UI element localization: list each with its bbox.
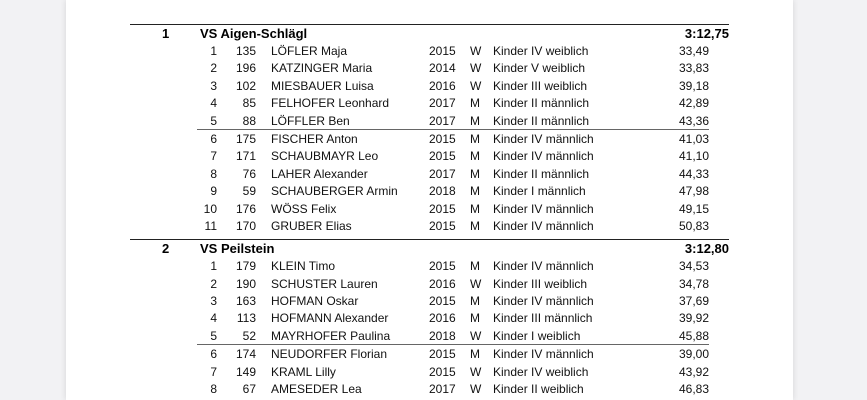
time-cell: 50,83: [678, 218, 709, 233]
birth-year-cell: 2016: [429, 276, 456, 291]
result-row: [197, 363, 709, 380]
time-cell: 45,88: [678, 328, 709, 343]
birth-year-cell: 2017: [429, 166, 456, 181]
category-cell: Kinder IV männlich: [493, 347, 594, 362]
athlete-name-cell: WÖSS Felix: [271, 201, 337, 216]
time-cell: 39,92: [678, 311, 709, 326]
gender-cell: W: [470, 61, 482, 76]
category-cell: Kinder II männlich: [493, 166, 590, 181]
result-row: [197, 59, 709, 76]
time-cell: 41,10: [678, 149, 709, 164]
result-row: [197, 182, 709, 199]
team-header: [130, 24, 729, 42]
birth-year-cell: 2018: [429, 328, 456, 343]
bib-cell: 135: [235, 44, 256, 58]
bib-cell: 149: [235, 364, 256, 379]
team-name: VS Aigen-Schlägl: [200, 26, 308, 41]
team-rank: 2: [162, 241, 170, 257]
athlete-name-cell: SCHAUBMAYR Leo: [271, 149, 379, 164]
category-cell: Kinder III weiblich: [493, 276, 588, 291]
time-cell: 33,49: [678, 44, 709, 58]
gender-cell: M: [470, 218, 480, 233]
category-cell: Kinder III weiblich: [493, 78, 588, 93]
athlete-name-cell: LÖFLER Maja: [271, 44, 348, 58]
category-cell: Kinder IV männlich: [493, 259, 594, 274]
result-row: [197, 94, 709, 111]
bib-cell: 163: [235, 294, 256, 309]
gender-cell: M: [470, 96, 480, 111]
bib-cell: 76: [242, 166, 256, 181]
time-cell: 34,53: [678, 259, 709, 274]
athlete-name-cell: GRUBER Elias: [271, 218, 352, 233]
bib-cell: 113: [236, 311, 256, 326]
position-cell: 11: [204, 218, 217, 233]
athlete-name-cell: KATZINGER Maria: [271, 61, 373, 76]
gender-cell: W: [470, 44, 482, 58]
gender-cell: M: [470, 131, 480, 146]
time-cell: 46,83: [678, 382, 709, 397]
category-cell: Kinder II weiblich: [493, 382, 584, 397]
category-cell: Kinder IV männlich: [493, 218, 594, 233]
bib-cell: 179: [235, 259, 256, 274]
birth-year-cell: 2015: [429, 259, 456, 274]
gender-cell: W: [470, 364, 482, 379]
team-section: [66, 239, 793, 397]
position-cell: 5: [210, 113, 217, 128]
position-cell: 5: [210, 328, 217, 343]
position-cell: 8: [210, 166, 217, 181]
position-cell: 4: [210, 311, 217, 326]
time-cell: 37,69: [678, 294, 709, 309]
bib-cell: 102: [235, 78, 256, 93]
time-cell: 39,18: [678, 78, 709, 93]
gender-cell: M: [470, 294, 480, 309]
team-header: [130, 239, 729, 257]
athlete-name-cell: KLEIN Timo: [271, 259, 336, 274]
position-cell: 3: [210, 78, 217, 93]
birth-year-cell: 2018: [429, 184, 456, 199]
gender-cell: M: [470, 149, 480, 164]
category-cell: Kinder IV männlich: [493, 149, 594, 164]
birth-year-cell: 2017: [429, 113, 456, 128]
time-cell: 41,03: [678, 131, 709, 146]
category-cell: Kinder V weiblich: [493, 61, 586, 76]
result-row: [197, 327, 709, 344]
gender-cell: M: [470, 201, 480, 216]
bib-cell: 190: [235, 276, 256, 291]
time-cell: 43,92: [678, 364, 709, 379]
position-cell: 2: [210, 276, 217, 291]
athlete-name-cell: LAHER Alexander: [271, 166, 368, 181]
time-cell: 33,83: [678, 61, 709, 76]
category-cell: Kinder IV männlich: [493, 294, 594, 309]
time-cell: 47,98: [678, 184, 709, 199]
bib-cell: 171: [235, 149, 256, 164]
birth-year-cell: 2015: [429, 347, 456, 362]
time-cell: 49,15: [678, 201, 709, 216]
bib-cell: 59: [242, 184, 256, 199]
birth-year-cell: 2015: [429, 201, 456, 216]
team-time: 3:12,75: [684, 26, 729, 41]
birth-year-cell: 2015: [429, 149, 456, 164]
result-row: [197, 309, 709, 326]
birth-year-cell: 2015: [429, 131, 456, 146]
gender-cell: W: [470, 328, 482, 343]
position-cell: 1: [210, 259, 217, 274]
athlete-name-cell: LÖFFLER Ben: [271, 113, 350, 128]
birth-year-cell: 2017: [429, 382, 456, 397]
position-cell: 2: [210, 61, 217, 76]
category-cell: Kinder IV weiblich: [493, 44, 589, 58]
result-row: [197, 292, 709, 309]
result-row: [197, 77, 709, 94]
position-cell: 6: [210, 347, 217, 362]
team-rank: 1: [162, 26, 170, 41]
birth-year-cell: 2015: [429, 364, 456, 379]
result-row: [197, 217, 709, 234]
birth-year-cell: 2015: [429, 44, 456, 58]
gender-cell: M: [470, 347, 480, 362]
bib-cell: 67: [242, 382, 256, 397]
gender-cell: W: [470, 78, 482, 93]
results-page: [66, 0, 793, 400]
gender-cell: M: [470, 311, 480, 326]
time-cell: 34,78: [678, 276, 709, 291]
result-row: [197, 129, 709, 147]
bib-cell: 175: [235, 131, 256, 146]
gender-cell: M: [470, 259, 480, 274]
bib-cell: 170: [235, 218, 256, 233]
time-cell: 43,36: [678, 113, 709, 128]
category-cell: Kinder IV männlich: [493, 131, 594, 146]
category-cell: Kinder II männlich: [493, 113, 590, 128]
bib-cell: 85: [242, 96, 256, 111]
result-row: [197, 42, 709, 59]
category-cell: Kinder IV männlich: [493, 201, 594, 216]
results-list: [66, 0, 793, 397]
time-cell: 44,33: [678, 166, 709, 181]
gender-cell: W: [470, 382, 482, 397]
team-section: [66, 24, 793, 234]
bib-cell: 52: [242, 328, 256, 343]
category-cell: Kinder II männlich: [493, 96, 590, 111]
result-row: [197, 380, 709, 397]
athlete-name-cell: SCHAUBERGER Armin: [271, 184, 398, 199]
result-row: [197, 112, 709, 129]
athlete-name-cell: NEUDORFER Florian: [271, 347, 388, 362]
bib-cell: 176: [235, 201, 256, 216]
result-row: [197, 165, 709, 182]
athlete-name-cell: MAYRHOFER Paulina: [271, 328, 391, 343]
result-row: [197, 257, 709, 274]
athlete-name-cell: HOFMANN Alexander: [271, 311, 389, 326]
bib-cell: 196: [235, 61, 256, 76]
athlete-name-cell: AMESEDER Lea: [271, 382, 362, 397]
position-cell: 7: [210, 149, 217, 164]
gender-cell: W: [470, 276, 482, 291]
athlete-name-cell: FELHOFER Leonhard: [271, 96, 390, 111]
position-cell: 8: [210, 382, 217, 397]
result-row: [197, 275, 709, 292]
time-cell: 39,00: [678, 347, 709, 362]
birth-year-cell: 2014: [429, 61, 456, 76]
position-cell: 6: [210, 131, 217, 146]
result-row: [197, 200, 709, 217]
athlete-name-cell: HOFMAN Oskar: [271, 294, 359, 309]
gender-cell: M: [470, 184, 480, 199]
category-cell: Kinder III männlich: [493, 311, 593, 326]
position-cell: 1: [210, 44, 217, 58]
birth-year-cell: 2016: [429, 311, 456, 326]
birth-year-cell: 2017: [429, 96, 456, 111]
result-row: [197, 344, 709, 362]
time-cell: 42,89: [678, 96, 709, 111]
athlete-name-cell: FISCHER Anton: [271, 131, 358, 146]
position-cell: 3: [210, 294, 217, 309]
athlete-name-cell: SCHUSTER Lauren: [271, 276, 378, 291]
position-cell: 7: [210, 364, 217, 379]
bib-cell: 88: [242, 113, 256, 128]
category-cell: Kinder I weiblich: [493, 328, 581, 343]
gender-cell: M: [470, 113, 480, 128]
position-cell: 9: [210, 184, 217, 199]
athlete-name-cell: MIESBAUER Luisa: [271, 78, 374, 93]
gender-cell: M: [470, 166, 480, 181]
category-cell: Kinder I männlich: [493, 184, 586, 199]
result-row: [197, 147, 709, 164]
birth-year-cell: 2015: [429, 218, 456, 233]
position-cell: 4: [210, 96, 217, 111]
category-cell: Kinder IV weiblich: [493, 364, 589, 379]
birth-year-cell: 2016: [429, 78, 456, 93]
birth-year-cell: 2015: [429, 294, 456, 309]
position-cell: 10: [203, 201, 217, 216]
team-time: 3:12,80: [684, 241, 729, 257]
team-name: VS Peilstein: [200, 241, 275, 257]
bib-cell: 174: [235, 347, 256, 362]
athlete-name-cell: KRAML Lilly: [271, 364, 336, 379]
